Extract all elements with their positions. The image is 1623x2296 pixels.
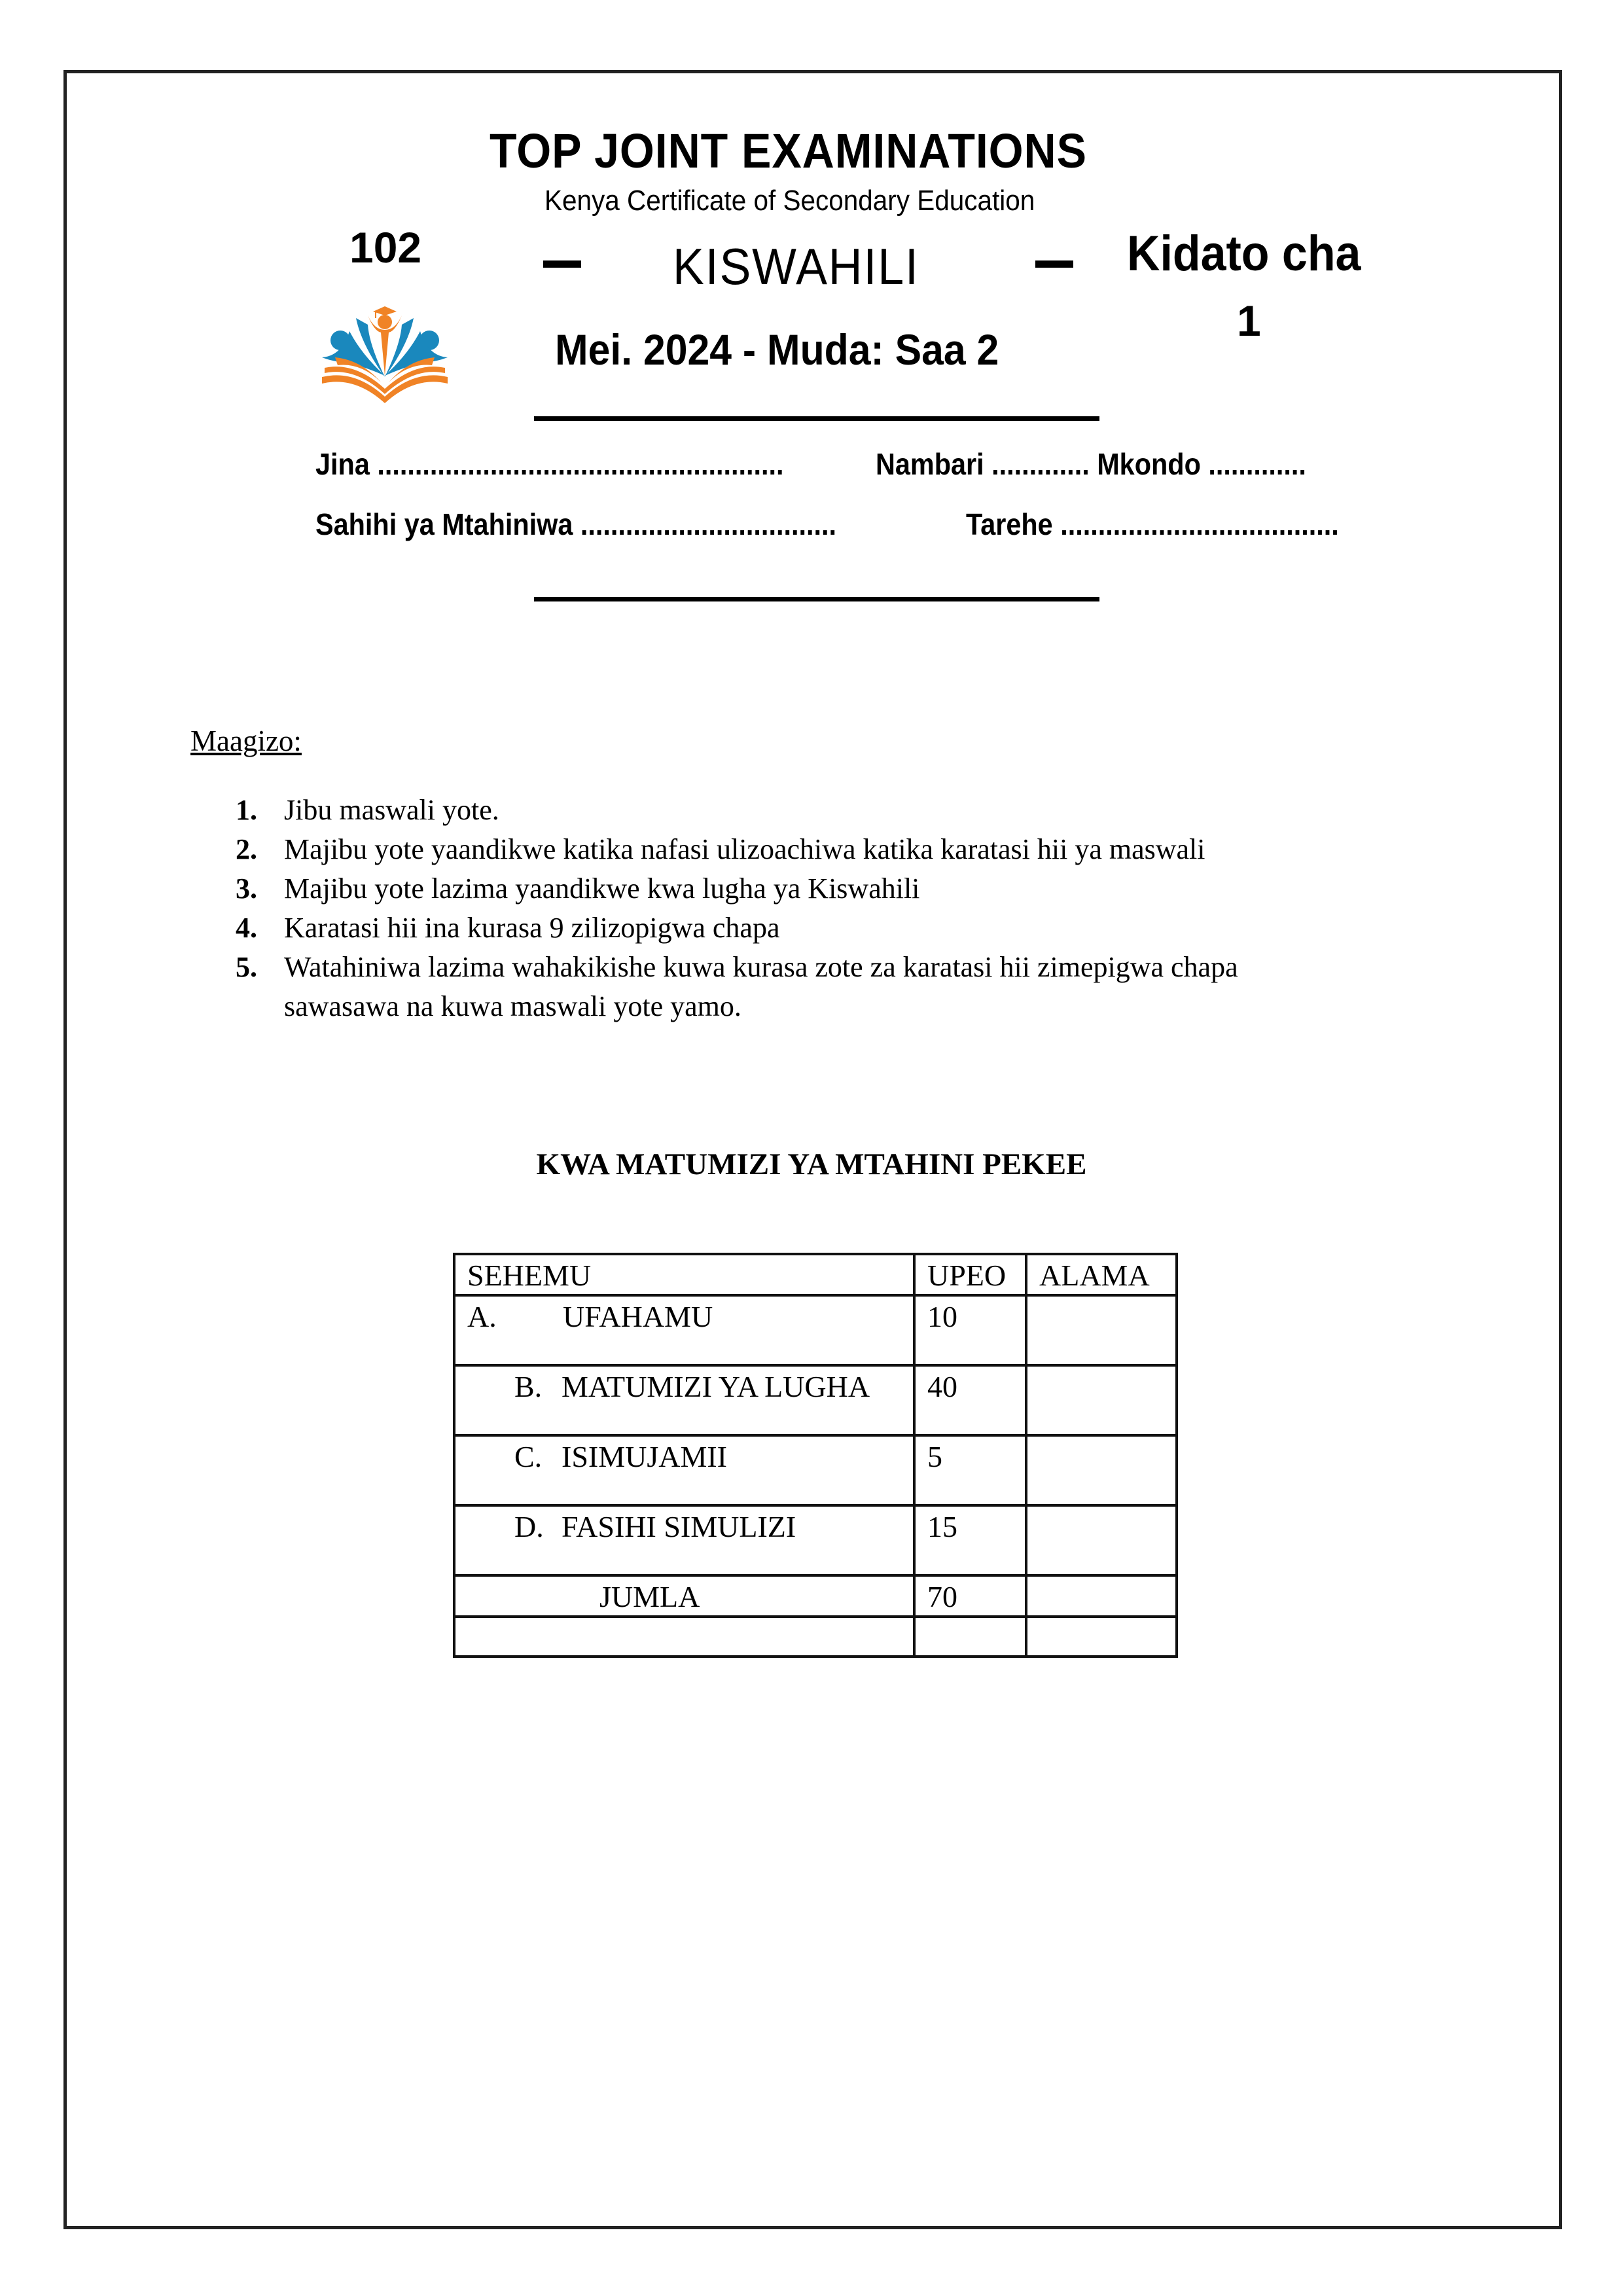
- instructions-heading: Maagizo:: [190, 725, 302, 757]
- instruction-item: 2. Majibu yote yaandikwe katika nafasi ulizoachiwa katika karatasi hii ya maswali: [236, 833, 1205, 865]
- blank-cell: [454, 1617, 914, 1657]
- signature-field: Sahihi ya Mtahiniwa ..................................: [315, 507, 836, 541]
- marks-table: [453, 1253, 1178, 1658]
- blank-cell: [1026, 1617, 1177, 1657]
- alama-cell[interactable]: [1026, 1435, 1177, 1505]
- instruction-item: 5. Watahiniwa lazima wahakikishe kuwa kurasa zote za karatasi hii zimepigwa chapa: [236, 951, 1238, 983]
- section-cell: A. UFAHAMU: [454, 1295, 914, 1365]
- column-header-sehemu: SEHEMU: [454, 1254, 914, 1295]
- upeo-cell: 5: [914, 1435, 1026, 1505]
- table-row: [454, 1295, 1177, 1365]
- dash-left: [543, 260, 581, 268]
- instruction-item-continuation: sawasawa na kuwa maswali yote yamo.: [284, 990, 741, 1022]
- alama-cell[interactable]: [1026, 1505, 1177, 1575]
- date-duration: Mei. 2024 - Muda: Saa 2: [555, 325, 999, 374]
- alama-cell[interactable]: [1026, 1295, 1177, 1365]
- section-cell: D. FASIHI SIMULIZI: [454, 1505, 914, 1575]
- header-rule-top: [534, 416, 1099, 421]
- table-row: [454, 1505, 1177, 1575]
- total-alama-cell[interactable]: [1026, 1575, 1177, 1617]
- form-number: 1: [1237, 296, 1261, 345]
- header-rule-bottom: [534, 597, 1099, 601]
- education-logo-icon: [315, 292, 454, 404]
- upeo-cell: 10: [914, 1295, 1026, 1365]
- form-label: Kidato cha: [1127, 226, 1361, 281]
- instruction-item: 1. Jibu maswali yote.: [236, 794, 499, 826]
- subject-name: KISWAHILI: [673, 238, 919, 295]
- blank-cell: [914, 1617, 1026, 1657]
- table-row: [454, 1365, 1177, 1435]
- column-header-alama: ALAMA: [1026, 1254, 1177, 1295]
- section-cell: B. MATUMIZI YA LUGHA: [454, 1365, 914, 1435]
- exam-title: TOP JOINT EXAMINATIONS: [490, 124, 1087, 178]
- number-stream-field: Nambari ............. Mkondo .............: [876, 447, 1306, 481]
- name-field: Jina ......................................................: [315, 447, 784, 481]
- date-field: Tarehe .....................................: [966, 507, 1339, 541]
- table-blank-row: [454, 1617, 1177, 1657]
- upeo-cell: 15: [914, 1505, 1026, 1575]
- column-header-upeo: UPEO: [914, 1254, 1026, 1295]
- instruction-item: 3. Majibu yote lazima yaandikwe kwa lugha ya Kiswahili: [236, 872, 920, 905]
- table-total-row: [454, 1575, 1177, 1617]
- examiner-use-heading: KWA MATUMIZI YA MTAHINI PEKEE: [536, 1147, 1087, 1181]
- paper-code: 102: [349, 223, 422, 272]
- instruction-item: 4. Karatasi hii ina kurasa 9 zilizopigwa chapa: [236, 912, 780, 944]
- exam-subtitle: Kenya Certificate of Secondary Education: [544, 185, 1035, 217]
- table-row: [454, 1435, 1177, 1505]
- section-cell: C. ISIMUJAMII: [454, 1435, 914, 1505]
- total-label-cell: JUMLA: [454, 1575, 914, 1617]
- upeo-cell: 40: [914, 1365, 1026, 1435]
- total-upeo-cell: 70: [914, 1575, 1026, 1617]
- table-header-row: [454, 1254, 1177, 1295]
- alama-cell[interactable]: [1026, 1365, 1177, 1435]
- dash-right: [1035, 260, 1073, 268]
